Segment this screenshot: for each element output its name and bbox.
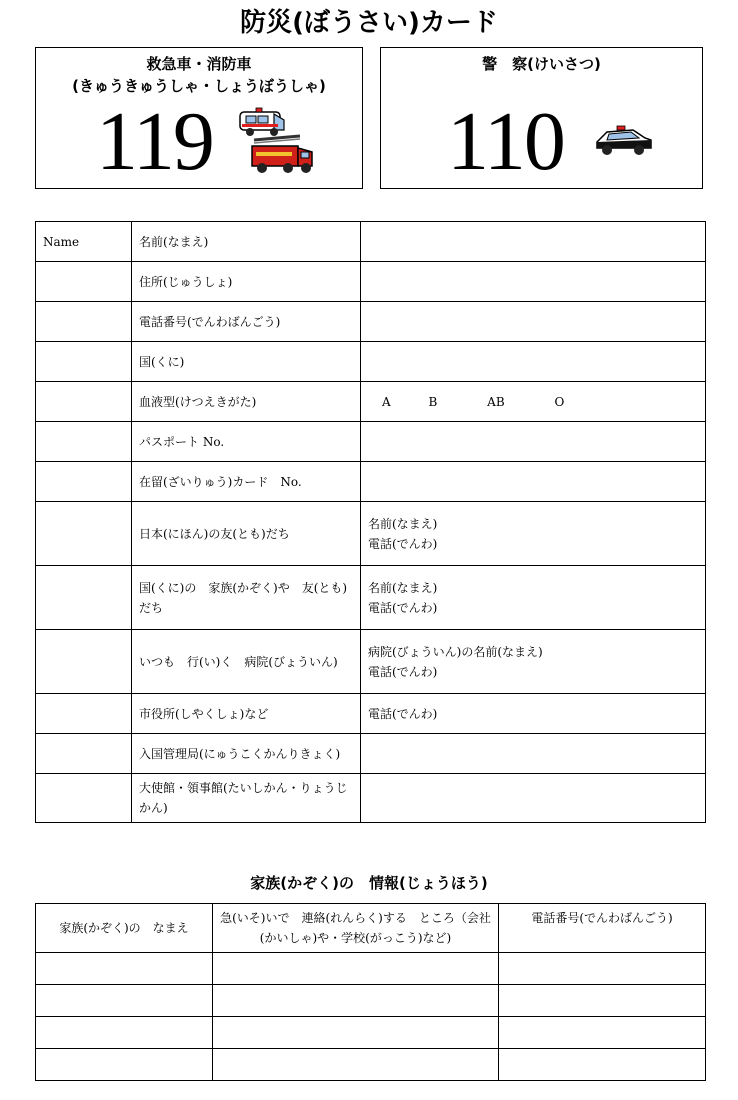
ambulance-number: 119 [96, 95, 213, 188]
empty-left-cell [36, 566, 132, 630]
info-table [35, 221, 706, 823]
residence-card-value-cell[interactable] [361, 462, 706, 502]
table-row [36, 342, 706, 382]
empty-left-cell [36, 342, 132, 382]
column-header-contact: 急(いそ)いで 連絡(れんらく)する ところ（会社(かいしゃ)や・学校(がっこう)など) [213, 904, 499, 953]
empty-left-cell [36, 462, 132, 502]
empty-left-cell [36, 774, 132, 823]
family-contact-cell[interactable] [213, 1049, 499, 1081]
address-value-cell[interactable] [361, 262, 706, 302]
row-label: 国(くに)の 家族(かぞく)や 友(とも)だち [132, 566, 361, 630]
police-car-icon [593, 122, 655, 158]
family-phone-cell[interactable] [499, 953, 706, 985]
page-title: 防災(ぼうさい)カード [240, 8, 498, 38]
name-label: Name [36, 222, 132, 262]
row-label: 血液型(けつえきがた) [132, 382, 361, 422]
row-label: 国(くに) [132, 342, 361, 382]
name-value-cell[interactable] [361, 222, 706, 262]
hospital-value-cell[interactable] [361, 630, 706, 694]
sub-label: 病院(びょういん)の名前(なまえ) [368, 644, 543, 659]
family-name-cell[interactable] [36, 1017, 213, 1049]
family-phone-cell[interactable] [499, 1049, 706, 1081]
table-row [36, 502, 706, 566]
table-row [36, 774, 706, 823]
blood-type-option[interactable]: O [554, 394, 565, 409]
column-header-family-name: 家族(かぞく)の なまえ [36, 904, 213, 953]
table-row [36, 1049, 706, 1081]
empty-left-cell [36, 734, 132, 774]
table-row [36, 382, 706, 422]
row-label: 市役所(しやくしょ)など [132, 694, 361, 734]
table-row [36, 953, 706, 985]
family-phone-cell[interactable] [499, 1017, 706, 1049]
table-row [36, 985, 706, 1017]
row-label: パスポート No. [132, 422, 361, 462]
family-table [35, 903, 706, 1081]
table-row [36, 222, 706, 262]
empty-left-cell [36, 694, 132, 734]
table-row [36, 566, 706, 630]
row-label: いつも 行(い)く 病院(びょういん) [132, 630, 361, 694]
blood-type-option[interactable]: AB [487, 394, 505, 409]
empty-left-cell [36, 630, 132, 694]
ambulance-heading-line2: (きゅうきゅうしゃ・しょうぼうしゃ) [72, 77, 326, 95]
family-phone-cell[interactable] [499, 985, 706, 1017]
empty-left-cell [36, 502, 132, 566]
table-row [36, 262, 706, 302]
row-label: 大使館・領事館(たいしかん・りょうじかん) [132, 774, 361, 823]
family-contact-cell[interactable] [213, 953, 499, 985]
table-row [36, 422, 706, 462]
police-number: 110 [447, 95, 564, 188]
sub-label: 電話(でんわ) [368, 600, 438, 615]
sub-label: 名前(なまえ) [368, 580, 438, 595]
passport-value-cell[interactable] [361, 422, 706, 462]
blood-type-cell[interactable] [361, 382, 706, 422]
table-row [36, 462, 706, 502]
table-row [36, 734, 706, 774]
sub-label: 電話(でんわ) [368, 536, 438, 551]
family-section-title: 家族(かぞく)の 情報(じょうほう) [250, 874, 488, 892]
table-header-row [36, 904, 706, 953]
family-name-cell[interactable] [36, 985, 213, 1017]
row-label: 住所(じゅうしょ) [132, 262, 361, 302]
sub-label: 電話(でんわ) [368, 664, 438, 679]
ambulance-heading-line1: 救急車・消防車 [146, 55, 252, 73]
police-box [380, 47, 703, 189]
family-contact-cell[interactable] [213, 1017, 499, 1049]
embassy-value-cell[interactable] [361, 774, 706, 823]
table-row [36, 694, 706, 734]
police-heading: 警 察(けいさつ) [482, 55, 601, 73]
family-name-cell[interactable] [36, 953, 213, 985]
table-row [36, 630, 706, 694]
ambulance-fire-box [35, 47, 363, 189]
empty-left-cell [36, 262, 132, 302]
row-label: 電話番号(でんわばんごう) [132, 302, 361, 342]
fire-truck-icon [248, 132, 318, 176]
phone-value-cell[interactable] [361, 302, 706, 342]
table-row [36, 302, 706, 342]
family-name-cell[interactable] [36, 1049, 213, 1081]
japan-friend-value-cell[interactable] [361, 502, 706, 566]
sub-label: 名前(なまえ) [368, 516, 438, 531]
row-label: 在留(ざいりゅう)カード No. [132, 462, 361, 502]
row-label: 入国管理局(にゅうこくかんりきょく) [132, 734, 361, 774]
table-row [36, 1017, 706, 1049]
column-header-phone: 電話番号(でんわばんごう) [499, 904, 706, 953]
city-office-value-cell[interactable] [361, 694, 706, 734]
country-value-cell[interactable] [361, 342, 706, 382]
empty-left-cell [36, 382, 132, 422]
empty-left-cell [36, 422, 132, 462]
home-family-value-cell[interactable] [361, 566, 706, 630]
row-label: 名前(なまえ) [132, 222, 361, 262]
empty-left-cell [36, 302, 132, 342]
blood-type-option[interactable]: A [382, 394, 391, 409]
sub-label: 電話(でんわ) [368, 706, 438, 721]
family-contact-cell[interactable] [213, 985, 499, 1017]
row-label: 日本(にほん)の友(とも)だち [132, 502, 361, 566]
immigration-value-cell[interactable] [361, 734, 706, 774]
blood-type-option[interactable]: B [428, 394, 438, 409]
